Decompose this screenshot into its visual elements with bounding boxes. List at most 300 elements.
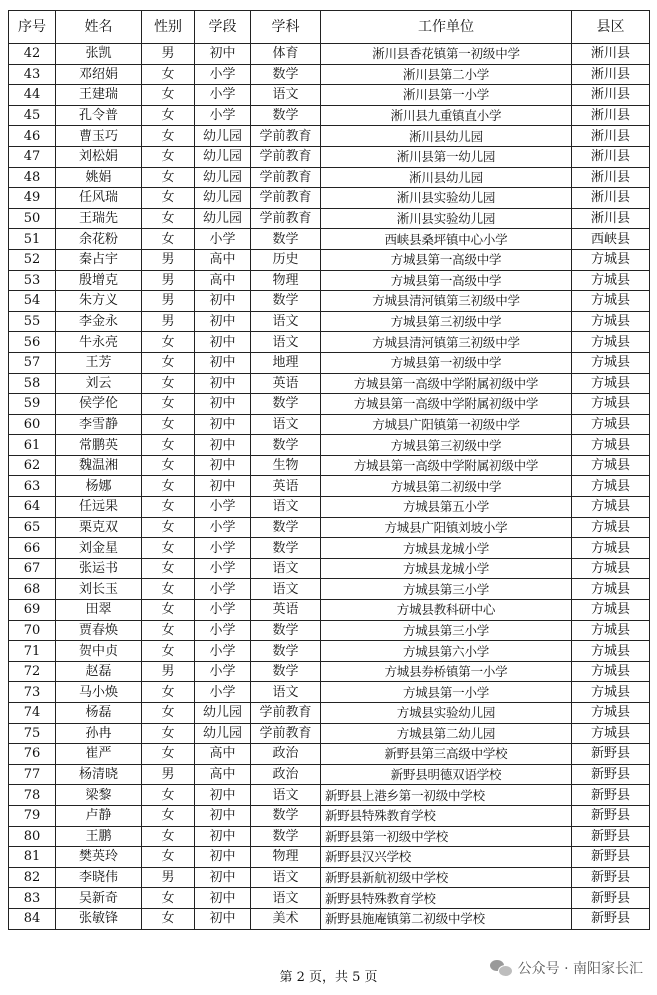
cell-stage: 小学: [195, 600, 251, 621]
cell-county: 方城县: [572, 373, 650, 394]
header-workplace: 工作单位: [321, 11, 572, 44]
cell-workplace: 方城县第一高级中学附属初级中学: [321, 373, 572, 394]
cell-gender: 女: [142, 579, 195, 600]
cell-stage: 小学: [195, 497, 251, 518]
cell-workplace: 方城县龙城小学: [321, 558, 572, 579]
cell-index: 44: [9, 85, 56, 106]
cell-workplace: 方城县第二初级中学: [321, 476, 572, 497]
cell-subject: 学前教育: [251, 188, 321, 209]
cell-gender: 女: [142, 188, 195, 209]
cell-gender: 女: [142, 332, 195, 353]
cell-subject: 语文: [251, 785, 321, 806]
cell-county: 方城县: [572, 394, 650, 415]
cell-name: 张敏锋: [56, 908, 142, 929]
cell-gender: 男: [142, 44, 195, 65]
cell-workplace: 方城县第三小学: [321, 579, 572, 600]
cell-workplace: 新野县施庵镇第二初级中学校: [321, 908, 572, 929]
cell-gender: 女: [142, 908, 195, 929]
cell-workplace: 新野县汉兴学校: [321, 847, 572, 868]
table-row: [9, 352, 650, 373]
cell-index: 70: [9, 620, 56, 641]
cell-workplace: 新野县明德双语学校: [321, 764, 572, 785]
cell-subject: 英语: [251, 476, 321, 497]
cell-county: 方城县: [572, 723, 650, 744]
cell-workplace: 方城县第一高级中学附属初级中学: [321, 455, 572, 476]
cell-name: 任远果: [56, 497, 142, 518]
cell-name: 牛永亮: [56, 332, 142, 353]
cell-name: 杨清晓: [56, 764, 142, 785]
table-row: [9, 208, 650, 229]
cell-subject: 美术: [251, 908, 321, 929]
cell-workplace: 淅川县九重镇直小学: [321, 105, 572, 126]
cell-county: 新野县: [572, 867, 650, 888]
cell-workplace: 方城县第六小学: [321, 641, 572, 662]
cell-workplace: 方城县第一高级中学: [321, 249, 572, 270]
cell-workplace: 方城县教科研中心: [321, 600, 572, 621]
cell-subject: 数学: [251, 105, 321, 126]
cell-workplace: 方城县第一高级中学附属初级中学: [321, 394, 572, 415]
cell-county: 淅川县: [572, 105, 650, 126]
cell-index: 48: [9, 167, 56, 188]
cell-name: 朱方义: [56, 291, 142, 312]
table-row: [9, 867, 650, 888]
cell-county: 方城县: [572, 558, 650, 579]
cell-index: 84: [9, 908, 56, 929]
cell-index: 55: [9, 311, 56, 332]
cell-stage: 幼儿园: [195, 723, 251, 744]
cell-name: 李金永: [56, 311, 142, 332]
cell-county: 淅川县: [572, 85, 650, 106]
cell-subject: 学前教育: [251, 167, 321, 188]
cell-gender: 女: [142, 167, 195, 188]
cell-county: 新野县: [572, 785, 650, 806]
cell-workplace: 新野县上港乡第一初级中学校: [321, 785, 572, 806]
cell-gender: 女: [142, 394, 195, 415]
table-row: [9, 414, 650, 435]
cell-name: 姚娟: [56, 167, 142, 188]
table-row: [9, 723, 650, 744]
cell-county: 方城县: [572, 455, 650, 476]
cell-name: 刘云: [56, 373, 142, 394]
cell-name: 杨娜: [56, 476, 142, 497]
table-row: [9, 270, 650, 291]
cell-subject: 学前教育: [251, 208, 321, 229]
cell-stage: 初中: [195, 414, 251, 435]
cell-workplace: 淅川县第一小学: [321, 85, 572, 106]
cell-subject: 数学: [251, 805, 321, 826]
cell-index: 76: [9, 744, 56, 765]
cell-name: 魏温湘: [56, 455, 142, 476]
cell-subject: 物理: [251, 270, 321, 291]
cell-stage: 初中: [195, 805, 251, 826]
table-row: [9, 229, 650, 250]
cell-name: 余花粉: [56, 229, 142, 250]
cell-county: 西峡县: [572, 229, 650, 250]
cell-stage: 初中: [195, 867, 251, 888]
cell-gender: 女: [142, 497, 195, 518]
cell-subject: 语文: [251, 85, 321, 106]
cell-stage: 初中: [195, 352, 251, 373]
cell-name: 樊英玲: [56, 847, 142, 868]
cell-gender: 男: [142, 311, 195, 332]
cell-county: 方城县: [572, 620, 650, 641]
cell-workplace: 方城县清河镇第三初级中学: [321, 291, 572, 312]
cell-county: 方城县: [572, 476, 650, 497]
cell-workplace: 方城县清河镇第三初级中学: [321, 332, 572, 353]
cell-stage: 小学: [195, 85, 251, 106]
cell-subject: 语文: [251, 867, 321, 888]
cell-county: 方城县: [572, 661, 650, 682]
cell-subject: 数学: [251, 291, 321, 312]
cell-name: 贺中贞: [56, 641, 142, 662]
cell-index: 82: [9, 867, 56, 888]
cell-workplace: 西峡县桑坪镇中心小学: [321, 229, 572, 250]
cell-index: 62: [9, 455, 56, 476]
cell-workplace: 淅川县幼儿园: [321, 167, 572, 188]
cell-subject: 数学: [251, 517, 321, 538]
cell-gender: 女: [142, 517, 195, 538]
cell-index: 78: [9, 785, 56, 806]
cell-index: 58: [9, 373, 56, 394]
cell-workplace: 方城县第一初级中学: [321, 352, 572, 373]
cell-gender: 女: [142, 64, 195, 85]
cell-county: 方城县: [572, 435, 650, 456]
cell-county: 新野县: [572, 826, 650, 847]
cell-name: 吴新奇: [56, 888, 142, 909]
cell-gender: 女: [142, 126, 195, 147]
cell-index: 67: [9, 558, 56, 579]
cell-county: 新野县: [572, 805, 650, 826]
cell-subject: 数学: [251, 229, 321, 250]
cell-name: 邓绍娟: [56, 64, 142, 85]
table-row: [9, 249, 650, 270]
cell-gender: 女: [142, 888, 195, 909]
watermark: [490, 958, 643, 978]
cell-stage: 小学: [195, 538, 251, 559]
cell-stage: 幼儿园: [195, 167, 251, 188]
cell-county: 方城县: [572, 641, 650, 662]
cell-subject: 学前教育: [251, 126, 321, 147]
cell-gender: 女: [142, 414, 195, 435]
table-row: [9, 311, 650, 332]
cell-workplace: 淅川县第二小学: [321, 64, 572, 85]
header-name: 姓名: [56, 11, 142, 44]
cell-subject: 地理: [251, 352, 321, 373]
cell-stage: 小学: [195, 517, 251, 538]
cell-county: 淅川县: [572, 146, 650, 167]
cell-county: 方城县: [572, 332, 650, 353]
cell-subject: 数学: [251, 641, 321, 662]
cell-name: 孙冉: [56, 723, 142, 744]
cell-workplace: 方城县第一小学: [321, 682, 572, 703]
cell-subject: 学前教育: [251, 723, 321, 744]
table-row: [9, 394, 650, 415]
cell-stage: 小学: [195, 620, 251, 641]
cell-stage: 初中: [195, 394, 251, 415]
table-row: [9, 538, 650, 559]
table-row: [9, 146, 650, 167]
cell-stage: 高中: [195, 744, 251, 765]
cell-subject: 语文: [251, 579, 321, 600]
cell-county: 方城县: [572, 600, 650, 621]
header-stage: 学段: [195, 11, 251, 44]
cell-workplace: 方城县第二幼儿园: [321, 723, 572, 744]
cell-county: 方城县: [572, 311, 650, 332]
cell-workplace: 淅川县香花镇第一初级中学: [321, 44, 572, 65]
cell-stage: 高中: [195, 249, 251, 270]
table-row: [9, 373, 650, 394]
cell-index: 74: [9, 703, 56, 724]
cell-stage: 初中: [195, 435, 251, 456]
cell-index: 61: [9, 435, 56, 456]
cell-name: 栗克双: [56, 517, 142, 538]
cell-subject: 语文: [251, 497, 321, 518]
cell-subject: 语文: [251, 558, 321, 579]
cell-county: 淅川县: [572, 126, 650, 147]
table-row: [9, 826, 650, 847]
cell-stage: 初中: [195, 455, 251, 476]
cell-name: 李晓伟: [56, 867, 142, 888]
cell-workplace: 方城县第五小学: [321, 497, 572, 518]
cell-stage: 小学: [195, 64, 251, 85]
cell-stage: 初中: [195, 476, 251, 497]
cell-gender: 女: [142, 805, 195, 826]
cell-workplace: 淅川县实验幼儿园: [321, 188, 572, 209]
cell-index: 53: [9, 270, 56, 291]
cell-index: 63: [9, 476, 56, 497]
table-row: [9, 764, 650, 785]
cell-county: 新野县: [572, 888, 650, 909]
cell-gender: 女: [142, 641, 195, 662]
cell-stage: 初中: [195, 847, 251, 868]
cell-county: 方城县: [572, 682, 650, 703]
table-row: [9, 908, 650, 929]
cell-subject: 语文: [251, 332, 321, 353]
cell-county: 方城县: [572, 579, 650, 600]
cell-name: 贾春焕: [56, 620, 142, 641]
table-row: [9, 126, 650, 147]
cell-county: 新野县: [572, 764, 650, 785]
cell-name: 刘松娟: [56, 146, 142, 167]
cell-gender: 女: [142, 682, 195, 703]
cell-county: 新野县: [572, 847, 650, 868]
cell-index: 42: [9, 44, 56, 65]
cell-index: 79: [9, 805, 56, 826]
cell-index: 49: [9, 188, 56, 209]
cell-subject: 数学: [251, 64, 321, 85]
cell-gender: 女: [142, 600, 195, 621]
cell-workplace: 方城县龙城小学: [321, 538, 572, 559]
cell-index: 71: [9, 641, 56, 662]
table-row: [9, 44, 650, 65]
cell-gender: 女: [142, 146, 195, 167]
cell-stage: 小学: [195, 661, 251, 682]
header-index: 序号: [9, 11, 56, 44]
cell-workplace: 方城县券桥镇第一小学: [321, 661, 572, 682]
watermark-text: 公众号 · 南阳家长汇: [517, 961, 643, 977]
cell-subject: 语文: [251, 414, 321, 435]
page-number: 第 2 页，共 5 页: [279, 970, 378, 985]
cell-index: 43: [9, 64, 56, 85]
header-gender: 性别: [142, 11, 195, 44]
cell-stage: 初中: [195, 332, 251, 353]
cell-name: 田翠: [56, 600, 142, 621]
cell-subject: 语文: [251, 311, 321, 332]
cell-index: 80: [9, 826, 56, 847]
cell-stage: 初中: [195, 291, 251, 312]
cell-stage: 小学: [195, 105, 251, 126]
table-row: [9, 744, 650, 765]
cell-index: 51: [9, 229, 56, 250]
cell-subject: 学前教育: [251, 146, 321, 167]
roster-table: [8, 10, 650, 930]
table-row: [9, 888, 650, 909]
cell-stage: 幼儿园: [195, 146, 251, 167]
cell-stage: 初中: [195, 908, 251, 929]
cell-workplace: 方城县第三初级中学: [321, 311, 572, 332]
cell-county: 淅川县: [572, 44, 650, 65]
cell-subject: 物理: [251, 847, 321, 868]
table-row: [9, 455, 650, 476]
cell-name: 梁黎: [56, 785, 142, 806]
cell-workplace: 新野县新航初级中学校: [321, 867, 572, 888]
cell-name: 卢静: [56, 805, 142, 826]
cell-subject: 历史: [251, 249, 321, 270]
cell-gender: 女: [142, 352, 195, 373]
cell-gender: 男: [142, 661, 195, 682]
cell-stage: 幼儿园: [195, 208, 251, 229]
cell-workplace: 方城县第一高级中学: [321, 270, 572, 291]
cell-stage: 小学: [195, 579, 251, 600]
cell-county: 方城县: [572, 497, 650, 518]
cell-gender: 男: [142, 249, 195, 270]
cell-subject: 数学: [251, 826, 321, 847]
cell-index: 50: [9, 208, 56, 229]
cell-index: 47: [9, 146, 56, 167]
cell-subject: 政治: [251, 744, 321, 765]
cell-name: 秦占宇: [56, 249, 142, 270]
cell-workplace: 方城县第三初级中学: [321, 435, 572, 456]
cell-stage: 小学: [195, 682, 251, 703]
cell-workplace: 淅川县幼儿园: [321, 126, 572, 147]
cell-gender: 男: [142, 270, 195, 291]
cell-name: 刘长玉: [56, 579, 142, 600]
table-row: [9, 600, 650, 621]
cell-gender: 女: [142, 723, 195, 744]
table-row: [9, 703, 650, 724]
cell-stage: 初中: [195, 373, 251, 394]
cell-workplace: 方城县广阳镇刘坡小学: [321, 517, 572, 538]
cell-index: 60: [9, 414, 56, 435]
cell-name: 任风瑞: [56, 188, 142, 209]
cell-name: 张运书: [56, 558, 142, 579]
cell-subject: 数学: [251, 620, 321, 641]
cell-name: 赵磊: [56, 661, 142, 682]
cell-name: 曹玉巧: [56, 126, 142, 147]
table-row: [9, 167, 650, 188]
cell-gender: 女: [142, 703, 195, 724]
wechat-icon: [490, 959, 512, 977]
cell-subject: 英语: [251, 600, 321, 621]
cell-subject: 体育: [251, 44, 321, 65]
cell-county: 方城县: [572, 703, 650, 724]
cell-name: 崔严: [56, 744, 142, 765]
header-county: 县区: [572, 11, 650, 44]
cell-index: 59: [9, 394, 56, 415]
table-row: [9, 847, 650, 868]
cell-workplace: 淅川县实验幼儿园: [321, 208, 572, 229]
table-row: [9, 188, 650, 209]
cell-name: 常鹏英: [56, 435, 142, 456]
cell-index: 77: [9, 764, 56, 785]
cell-gender: 女: [142, 558, 195, 579]
cell-gender: 女: [142, 105, 195, 126]
cell-index: 57: [9, 352, 56, 373]
cell-subject: 数学: [251, 394, 321, 415]
cell-index: 52: [9, 249, 56, 270]
cell-index: 75: [9, 723, 56, 744]
cell-county: 方城县: [572, 352, 650, 373]
cell-county: 方城县: [572, 414, 650, 435]
cell-county: 新野县: [572, 744, 650, 765]
cell-stage: 初中: [195, 311, 251, 332]
header-subject: 学科: [251, 11, 321, 44]
cell-stage: 幼儿园: [195, 703, 251, 724]
cell-gender: 女: [142, 620, 195, 641]
cell-index: 45: [9, 105, 56, 126]
cell-workplace: 方城县广阳镇第一初级中学: [321, 414, 572, 435]
header-row: [9, 11, 650, 44]
cell-gender: 女: [142, 785, 195, 806]
cell-workplace: 方城县实验幼儿园: [321, 703, 572, 724]
cell-subject: 数学: [251, 538, 321, 559]
cell-subject: 数学: [251, 661, 321, 682]
cell-index: 73: [9, 682, 56, 703]
cell-gender: 女: [142, 455, 195, 476]
cell-county: 方城县: [572, 270, 650, 291]
cell-index: 64: [9, 497, 56, 518]
cell-stage: 初中: [195, 44, 251, 65]
cell-gender: 女: [142, 744, 195, 765]
cell-name: 王建瑞: [56, 85, 142, 106]
cell-index: 81: [9, 847, 56, 868]
table-row: [9, 497, 650, 518]
table-row: [9, 435, 650, 456]
cell-gender: 女: [142, 435, 195, 456]
cell-name: 侯学伦: [56, 394, 142, 415]
cell-gender: 女: [142, 208, 195, 229]
table-row: [9, 291, 650, 312]
cell-index: 83: [9, 888, 56, 909]
cell-name: 孔令普: [56, 105, 142, 126]
cell-gender: 男: [142, 291, 195, 312]
cell-gender: 女: [142, 373, 195, 394]
cell-gender: 女: [142, 847, 195, 868]
table-row: [9, 476, 650, 497]
cell-name: 马小焕: [56, 682, 142, 703]
cell-name: 李雪静: [56, 414, 142, 435]
table-row: [9, 579, 650, 600]
cell-index: 46: [9, 126, 56, 147]
cell-subject: 政治: [251, 764, 321, 785]
cell-stage: 高中: [195, 270, 251, 291]
cell-workplace: 新野县特殊教育学校: [321, 805, 572, 826]
cell-workplace: 方城县第三小学: [321, 620, 572, 641]
table-row: [9, 105, 650, 126]
cell-workplace: 淅川县第一幼儿园: [321, 146, 572, 167]
cell-gender: 男: [142, 867, 195, 888]
cell-name: 殷增克: [56, 270, 142, 291]
